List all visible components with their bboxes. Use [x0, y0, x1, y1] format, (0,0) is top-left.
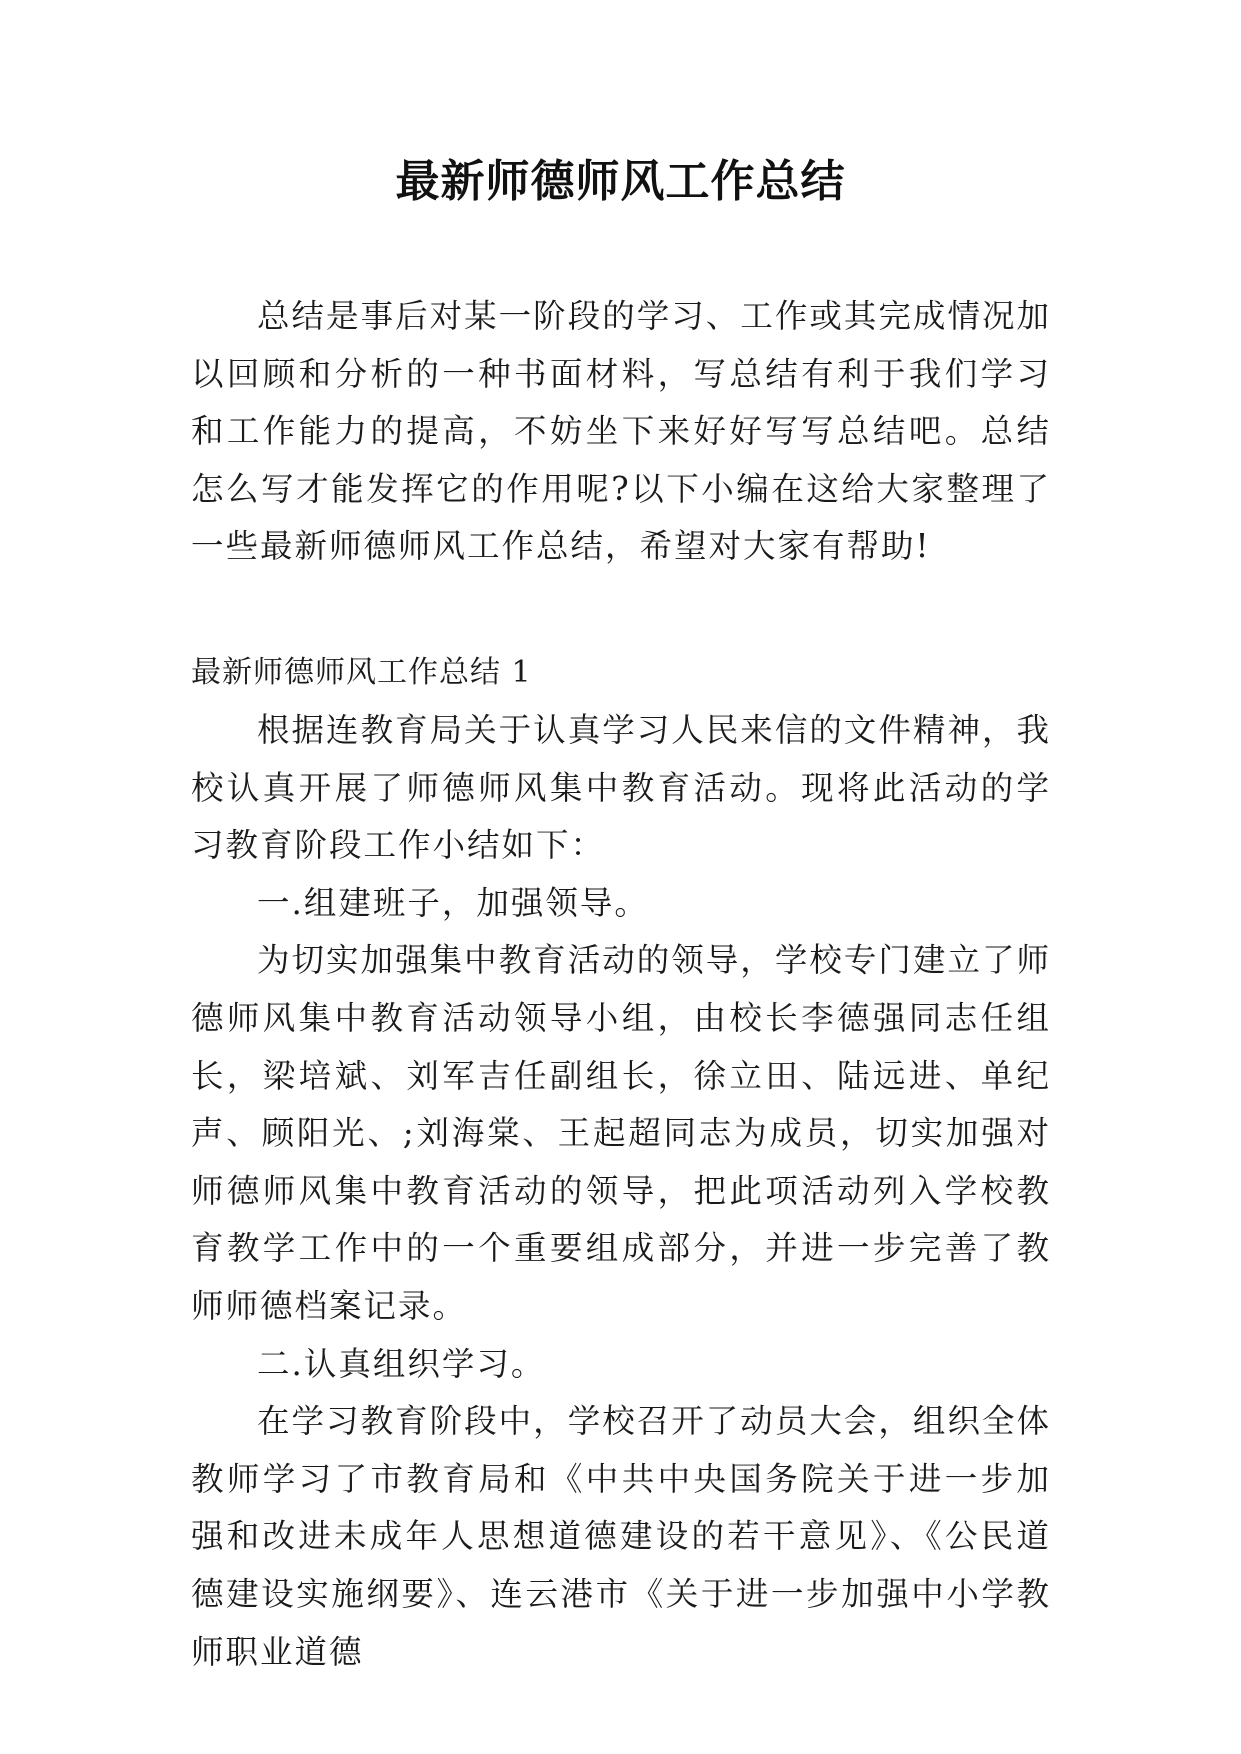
section-heading: 最新师德师风工作总结 1 — [191, 655, 532, 690]
subheading-1: 一.组建班子，加强领导。 — [257, 883, 649, 922]
body-paragraph: 在学习教育阶段中，学校召开了动员大会，组织全体教师学习了市教育局和《中共中央国务院关于进一步加强和改进未成年人思想道德建设的若干意见》、《公民道德建设实施纲要》、连云港市《关于进一步加强中小学教师职业道德 — [191, 1402, 1051, 1671]
body-paragraph: 根据连教育局关于认真学习人民来信的文件精神，我校认真开展了师德师风集中教育活动。现将此活动的学习教育阶段工作小结如下： — [191, 711, 1051, 865]
subheading-2: 二.认真组织学习。 — [257, 1344, 546, 1383]
body-paragraph: 为切实加强集中教育活动的领导，学校专门建立了师德师风集中教育活动领导小组，由校长李德强同志任组长，梁培斌、刘军吉任副组长，徐立田、陆远进、单纪声、顾阳光、;刘海棠、王起超同志为成员，切实加强对师德师风集中教育活动的领导，把此项活动列入学校教育教学工作中的一个重要组成部分，并进一步完善了教师师德档案记录。 — [191, 941, 1051, 1325]
section-body — [191, 702, 1051, 1681]
intro-paragraph: 总结是事后对某一阶段的学习、工作或其完成情况加以回顾和分析的一种书面材料，写总结有利于我们学习和工作能力的提高，不妨坐下来好好写写总结吧。总结怎么写才能发挥它的作用呢?以下小编在这给大家整理了一些最新师德师风工作总结，希望对大家有帮助! — [191, 297, 1051, 566]
document-title: 最新师德师风工作总结 — [395, 156, 846, 207]
